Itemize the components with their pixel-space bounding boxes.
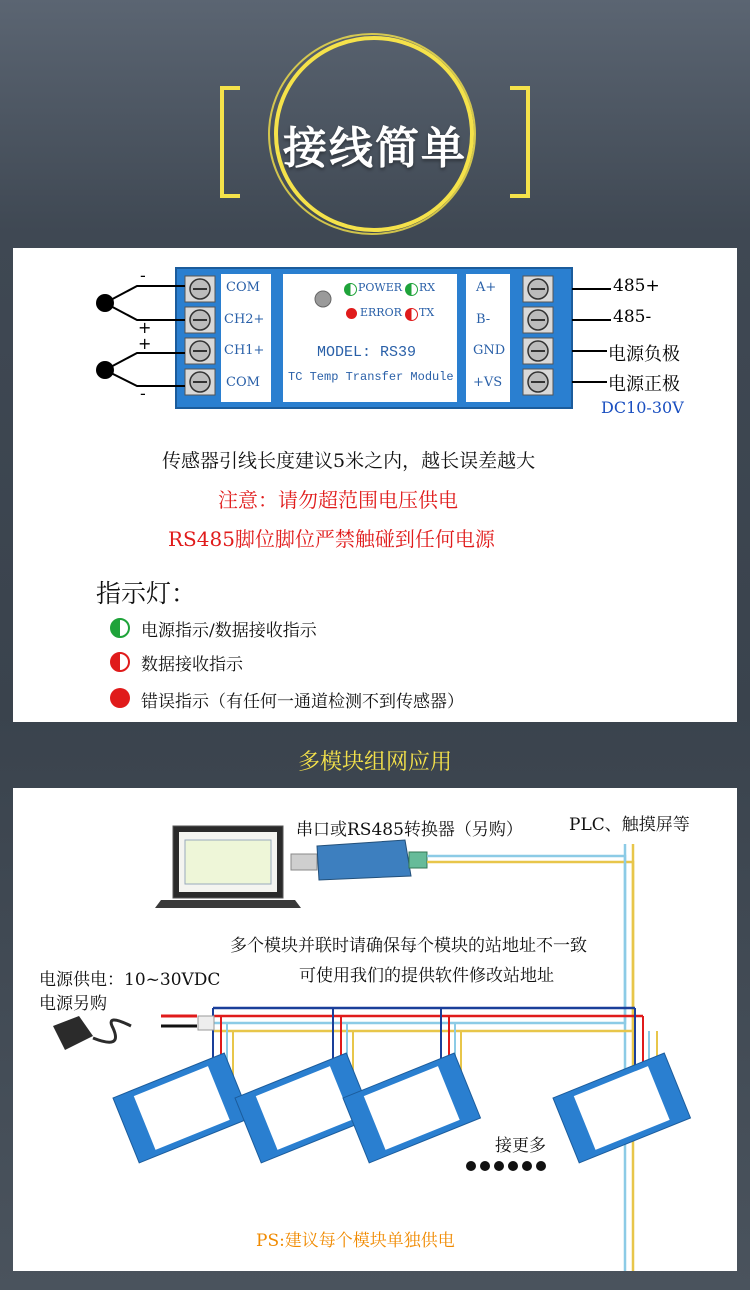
converter-label: 串口或RS485转换器（另购） (296, 820, 523, 840)
red-half-led-icon (110, 652, 130, 672)
model-label: MODEL: RS39 (317, 344, 417, 361)
ps-note: PS:建议每个模块单独供电 (256, 1231, 455, 1251)
power-supply-label: 电源供电：10~30VDC (39, 970, 221, 990)
rx-led-label: RX (419, 281, 436, 294)
terminal-485-minus: 485- (613, 307, 652, 327)
power-led-label: POWER (358, 281, 403, 294)
indicator-rx-text: 数据接收指示 (141, 655, 243, 675)
tx-led-label: TX (419, 306, 435, 319)
network-diagram (13, 788, 737, 1271)
sensor2-plus-sign: + (138, 334, 152, 353)
network-panel (13, 788, 737, 1271)
rx-led-icon (405, 283, 418, 296)
page-title: 接线简单 (283, 123, 467, 174)
terminal-label-gnd: GND (473, 343, 506, 358)
sensor1-minus-sign: - (140, 266, 146, 285)
module-subtitle: TC Temp Transfer Module (288, 370, 454, 384)
software-note: 可使用我们的提供软件修改站地址 (299, 966, 554, 986)
power-adapter-icon (53, 1016, 214, 1050)
indicator-error-text: 错误指示（有任何一通道检测不到传感器） (141, 692, 464, 712)
error-led-icon (346, 308, 357, 319)
power-led-icon (344, 283, 357, 296)
tx-led-icon (405, 308, 418, 321)
green-half-led-icon (110, 618, 130, 638)
network-section-title: 多模块组网应用 (297, 750, 452, 775)
terminal-power-positive: 电源正极 (608, 374, 680, 395)
note-sensor-length: 传感器引线长度建议5米之内，越长误差越大 (162, 450, 536, 472)
indicator-power-text: 电源指示/数据接收指示 (141, 621, 317, 641)
module-units-icon (113, 1053, 690, 1163)
red-full-led-icon (110, 688, 130, 708)
sensor1-plus-sign: + (138, 318, 152, 337)
laptop-icon (155, 826, 301, 908)
parallel-note: 多个模块并联时请确保每个模块的站地址不一致 (230, 936, 587, 956)
sensor2-minus-sign: - (140, 384, 146, 403)
terminal-label-com-1: COM (226, 280, 260, 295)
note-voltage-warning: 注意：请勿超范围电压供电 (218, 488, 458, 512)
power-extra-label: 电源另购 (39, 994, 107, 1014)
terminal-label-vs: +VS (473, 375, 503, 390)
indicator-title: 指示灯： (96, 579, 197, 608)
terminal-label-ch2: CH2+ (224, 312, 265, 327)
terminal-power-negative: 电源负极 (608, 344, 680, 365)
header-banner (0, 0, 750, 245)
terminal-label-a: A+ (476, 280, 497, 295)
terminal-label-com-2: COM (226, 375, 260, 390)
more-dots-icon (466, 1161, 546, 1171)
usb-converter-icon (291, 840, 427, 880)
note-rs485-warning: RS485脚位脚位严禁触碰到任何电源 (168, 527, 495, 551)
voltage-range-label: DC10-30V (601, 398, 684, 417)
wiring-panel (13, 248, 737, 722)
terminal-485-plus: 485+ (613, 276, 660, 296)
terminal-label-ch1: CH1+ (224, 343, 265, 358)
terminal-label-b: B- (476, 312, 491, 327)
more-modules-label: 接更多 (495, 1136, 546, 1156)
error-led-label: ERROR (360, 306, 402, 319)
plc-label: PLC、触摸屏等 (569, 815, 690, 835)
